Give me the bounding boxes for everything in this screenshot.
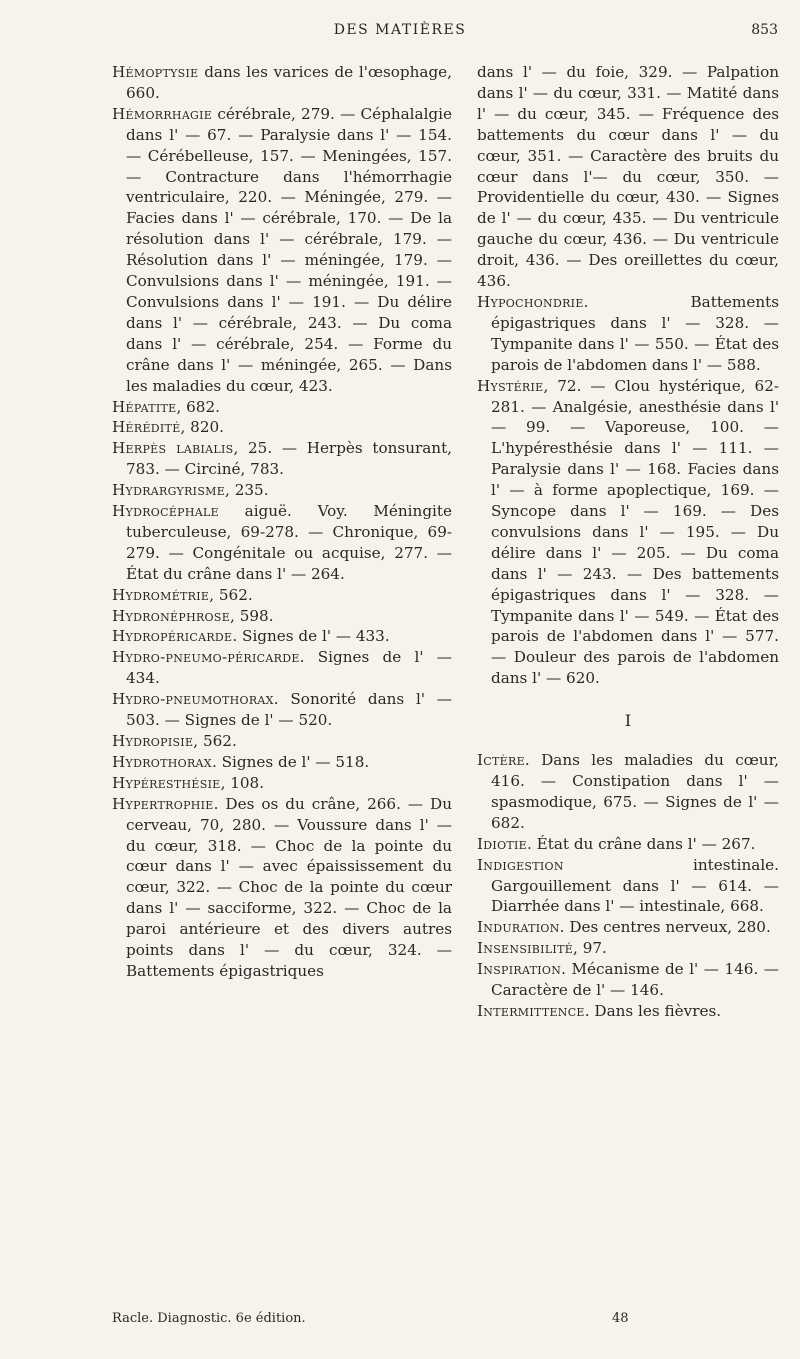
index-entry — [477, 750, 779, 834]
index-headword: Herpès labialis — [112, 439, 234, 458]
entries-i — [477, 750, 779, 1022]
index-references: . État du crâne dans l' — 267. — [527, 834, 756, 853]
index-entry — [112, 417, 452, 438]
index-references: . Des os du crâne, 266. — Du cerveau, 70, 280. — Voussure dans l' — du cœur, 318. — Choc de la pointe du cœur dans l' — avec épaississement du cœur, 322. — Choc de la pointe du cœur dans l' — sacciforme, 322. — Choc de la paroi antérieure et des divers autres points dans l' — du cœur, 324. — Battements épigastriques — [126, 794, 452, 980]
index-headword: Hépatite — [112, 397, 177, 416]
index-references: , 97. — [573, 939, 607, 958]
index-entry — [112, 606, 452, 627]
index-entry — [112, 397, 452, 418]
index-headword: Hydropéricarde — [112, 627, 233, 646]
index-headword: Hypéresthésie — [112, 773, 221, 792]
page-header — [0, 22, 800, 44]
index-headword: Hérédité — [112, 418, 181, 437]
index-references: . Signes de l' — 434. — [126, 648, 452, 688]
index-entry — [477, 376, 779, 690]
index-headword: Hémorrhagie — [112, 104, 213, 123]
index-entry — [112, 794, 452, 982]
index-references: . Sonorité dans l' — 503. — Signes de l' — 520. — [126, 690, 452, 730]
index-references: , 562. — [209, 585, 253, 604]
signature-line: Racle. Diagnostic. 6e édition. — [112, 1311, 306, 1326]
index-headword: Hydropisie — [112, 732, 194, 750]
index-references: , 108. — [220, 773, 265, 792]
index-references: , 682. — [176, 397, 220, 416]
index-entry — [112, 773, 452, 794]
index-entry — [477, 938, 779, 959]
index-references: dans les varices de l'œsophage, 660. — [126, 63, 452, 102]
index-headword: Intermittence — [477, 1001, 585, 1020]
index-entry — [477, 292, 779, 376]
index-headword: Hystérie — [477, 376, 544, 395]
index-references: , 820. — [180, 418, 225, 437]
index-headword: Hydro-pneumothorax — [112, 690, 274, 709]
entries-h-continued — [477, 62, 779, 689]
index-entry — [112, 752, 452, 773]
running-title: DES MATIÈRES — [333, 22, 467, 38]
index-references: . Mécanisme de l' — 146. — Caractère de l' — 146. — [491, 960, 779, 1000]
index-references: , 25. — Herpès tonsurant, 783. — Circiné, 783. — [126, 439, 452, 479]
index-references: . Des centres nerveux, 280. — [559, 918, 771, 937]
index-entry — [112, 501, 452, 585]
section-letter: I — [624, 711, 632, 731]
index-references: , 562. — [193, 732, 237, 750]
index-references: cérébrale, 279. — Céphalalgie dans l' — 67. — Paralysie dans l' — 154. — Cérébelleuse, 157. — Meningées, 157. — Contracture dans l'hémorrhagie ventriculaire, 220. — Méningée, 279. — Facies dans l' — cérébrale, 170. — De la résolution dans l' — cérébrale, 179. — Résolution dans l' — méningée, 179. — Convulsions dans l' — méningée, 191. — Convulsions dans l' — 191. — Du délire dans l' — cérébrale, 243. — Du coma dans l' — cérébrale, 254. — Forme du crâne dans l' — méningée, 265. — Dans les maladies du cœur, 423. — [126, 104, 452, 395]
index-entry — [112, 647, 452, 689]
index-references: . Signes de l' — 433. — [232, 627, 390, 646]
index-entry — [112, 62, 452, 104]
index-references: . Signes de l' — 518. — [211, 752, 370, 771]
index-headword: Hydrothorax — [112, 752, 212, 771]
index-entry — [112, 689, 452, 731]
signature-number: 48 — [612, 1311, 629, 1326]
index-references: . Battements épigastriques dans l' — 328. — Tympanite dans l' — 550. — État des parois de l'abdomen dans l' — 588. — [491, 292, 779, 374]
index-entry — [112, 731, 452, 752]
index-headword: Hypertrophie — [112, 794, 214, 813]
index-headword: Indigestion — [477, 855, 564, 874]
index-headword: Hypochondrie — [477, 292, 584, 311]
index-headword: Hydronéphrose — [112, 606, 231, 625]
index-entry — [112, 626, 452, 647]
index-references: , 235. — [225, 481, 269, 500]
index-headword: Induration — [477, 918, 560, 937]
index-references: dans l' — du foie, 329. — Palpation dans l' — du cœur, 331. — Matité dans l' — du cœur, 345. — Fréquence des battements du cœur dans l' — du cœur, 351. — Caractère des bruits du cœur dans l'— du cœur, 350. — Providentielle du cœur, 430. — Signes de l' — du cœur, 435. — Du ventricule gauche du cœur, 436. — Du ventricule droit, 436. — Des oreillettes du cœur, 436. — [477, 63, 779, 291]
index-entry — [112, 438, 452, 480]
index-references: , 598. — [230, 606, 274, 625]
index-headword: Insensibilité — [477, 939, 574, 958]
index-references: , 72. — Clou hystérique, 62-281. — Analgésie, anesthésie dans l' — 99. — Vaporeuse, 100. — L'hypéresthésie dans l' — 111. — Paralysie dans l' — 168. Facies dans l' — à forme apoplectique, 169. — Syncope dans l' — 169. — Des convulsions dans l' — 195. — Du délire dans l' — 205. — Du coma dans l' — 243. — Des battements épigastriques dans l' — 328. — Tympanite dans l' — 549. — État des parois de l'abdomen dans l' — 577. — Douleur des parois de l'abdomen dans l' — 620. — [491, 376, 779, 688]
index-entry — [477, 855, 779, 918]
index-references: aiguë. Voy. Méningite tuberculeuse, 69-278. — Chronique, 69-279. — Congénitale ou acquise, 277. — État du crâne dans l' — 264. — [126, 502, 452, 583]
page-number: 853 — [751, 22, 778, 38]
index-entry — [112, 585, 452, 606]
index-headword: Hydrargyrisme — [112, 481, 226, 500]
right-column — [477, 62, 779, 1022]
index-headword: Hydrométrie — [112, 585, 210, 604]
index-references: intestinale. Gargouillement dans l' — 614. — Diarrhée dans l' — intestinale, 668. — [491, 855, 779, 916]
index-entry — [477, 917, 779, 938]
index-headword: Idiotie — [477, 834, 527, 853]
index-entry — [477, 959, 779, 1001]
index-references: . Dans les fièvres. — [584, 1001, 722, 1020]
index-entry — [112, 104, 452, 397]
index-entry — [477, 1001, 779, 1022]
index-entry — [477, 62, 779, 292]
index-headword: Hydrocéphale — [112, 502, 219, 521]
index-references: . Dans les maladies du cœur, 416. — Constipation dans l' — spasmodique, 675. — Signes de l' — 682. — [491, 751, 779, 832]
left-column — [112, 62, 452, 982]
index-headword: Hydro-pneumo-péricarde — [112, 648, 300, 667]
index-headword: Hémoptysie — [112, 63, 199, 81]
index-headword: Ictère — [477, 751, 525, 770]
index-entry — [112, 480, 452, 501]
index-entry — [477, 834, 779, 855]
index-headword: Inspiration — [477, 960, 562, 979]
